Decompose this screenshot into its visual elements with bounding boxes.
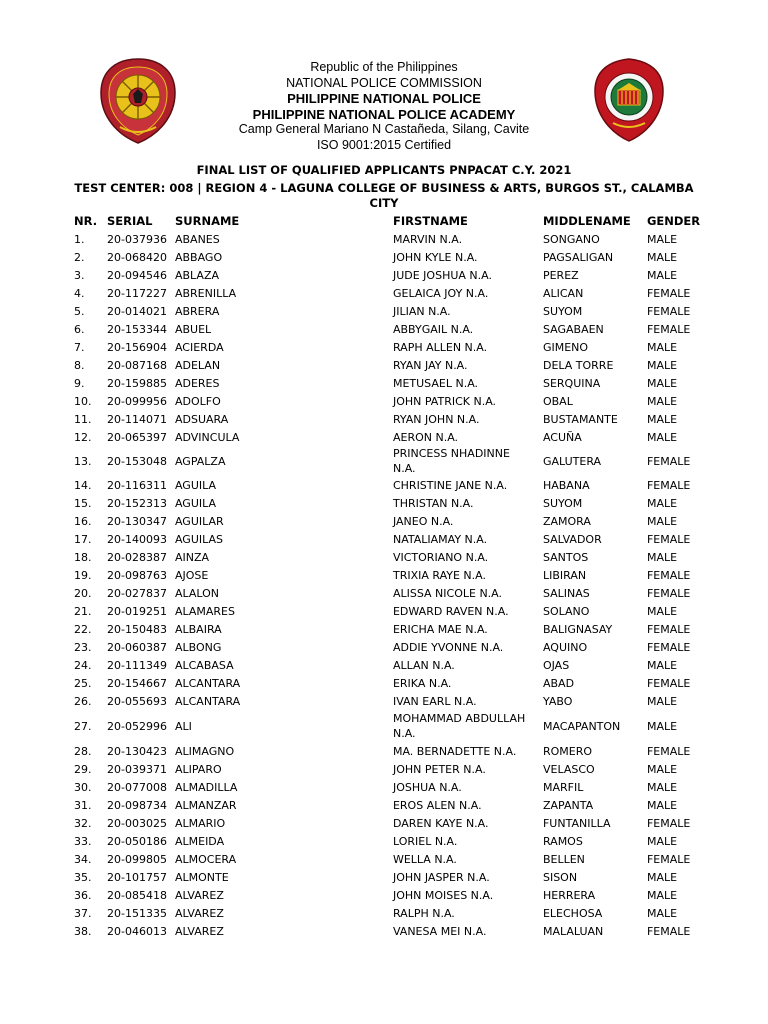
row-middlename: AQUINO <box>542 640 588 654</box>
row-surname: AJOSE <box>174 568 209 582</box>
row-middlename: SERQUINA <box>542 376 601 390</box>
row-surname: ABRERA <box>174 304 220 318</box>
row-nr: 15. <box>74 496 92 510</box>
letterhead-pnp: PHILIPPINE NATIONAL POLICE <box>287 91 481 106</box>
row-middlename: VELASCO <box>542 762 595 776</box>
row-serial: 20-153048 <box>107 454 167 468</box>
row-nr: 18. <box>74 550 92 564</box>
row-gender: FEMALE <box>646 586 691 600</box>
row-middlename: SISON <box>542 870 578 884</box>
row-nr: 4. <box>74 286 85 300</box>
row-nr: 14. <box>74 478 92 492</box>
row-surname: ADVINCULA <box>174 430 240 444</box>
row-nr: 5. <box>74 304 85 318</box>
row-serial: 20-098763 <box>107 568 167 582</box>
row-surname: ALIPARO <box>174 762 222 776</box>
row-serial: 20-153344 <box>107 322 167 336</box>
row-gender: FEMALE <box>646 322 691 336</box>
row-nr: 34. <box>74 852 92 866</box>
row-gender: FEMALE <box>646 478 691 492</box>
table-row <box>70 796 706 814</box>
row-surname: AGPALZA <box>174 454 226 468</box>
row-nr: 22. <box>74 622 92 636</box>
table-row <box>70 374 706 392</box>
row-firstname: VICTORIANO N.A. <box>392 550 489 564</box>
table-row <box>70 248 706 266</box>
row-gender: MALE <box>646 496 678 510</box>
row-nr: 19. <box>74 568 92 582</box>
row-middlename: DELA TORRE <box>542 358 614 372</box>
row-nr: 3. <box>74 268 85 282</box>
table-header-row <box>70 212 706 230</box>
row-firstname: EDWARD RAVEN N.A. <box>392 604 509 618</box>
row-middlename: OBAL <box>542 394 573 408</box>
table-row <box>70 512 706 530</box>
row-firstname: RYAN JOHN N.A. <box>392 412 480 426</box>
row-nr: 25. <box>74 676 92 690</box>
row-firstname: CHRISTINE JANE N.A. <box>392 478 508 492</box>
row-nr: 35. <box>74 870 92 884</box>
row-surname: ABRENILLA <box>174 286 237 300</box>
row-surname: ABANES <box>174 232 220 246</box>
table-row <box>70 850 706 868</box>
row-gender: MALE <box>646 906 678 920</box>
row-gender: MALE <box>646 358 678 372</box>
row-serial: 20-156904 <box>107 340 167 354</box>
row-nr: 30. <box>74 780 92 794</box>
row-serial: 20-077008 <box>107 780 167 794</box>
row-surname: ALCABASA <box>174 658 234 672</box>
row-serial: 20-099956 <box>107 394 167 408</box>
row-gender: MALE <box>646 888 678 902</box>
row-serial: 20-068420 <box>107 250 167 264</box>
row-serial: 20-050186 <box>107 834 167 848</box>
row-serial: 20-114071 <box>107 412 167 426</box>
row-nr: 27. <box>74 719 92 733</box>
row-firstname: JOHN MOISES N.A. <box>392 888 494 902</box>
row-middlename: MALALUAN <box>542 924 604 938</box>
letterhead-republic: Republic of the Philippines <box>310 60 458 74</box>
row-surname: ALMONTE <box>174 870 229 884</box>
table-row <box>70 602 706 620</box>
row-surname: ABLAZA <box>174 268 220 282</box>
row-nr: 28. <box>74 744 92 758</box>
row-firstname: ALLAN N.A. <box>392 658 455 672</box>
table-row <box>70 922 706 940</box>
row-gender: MALE <box>646 250 678 264</box>
table-row <box>70 886 706 904</box>
row-serial: 20-101757 <box>107 870 167 884</box>
table-row <box>70 710 706 742</box>
table-row <box>70 638 706 656</box>
row-surname: ALVAREZ <box>174 888 224 902</box>
row-serial: 20-003025 <box>107 816 167 830</box>
row-gender: MALE <box>646 514 678 528</box>
row-middlename: ZAPANTA <box>542 798 594 812</box>
row-firstname: DAREN KAYE N.A. <box>392 816 489 830</box>
row-middlename: ROMERO <box>542 744 593 758</box>
row-middlename: ELECHOSA <box>542 906 603 920</box>
table-row <box>70 742 706 760</box>
table-row <box>70 692 706 710</box>
row-surname: ACIERDA <box>174 340 224 354</box>
row-middlename: SUYOM <box>542 496 583 510</box>
row-middlename: BELLEN <box>542 852 585 866</box>
row-nr: 10. <box>74 394 92 408</box>
row-serial: 20-130347 <box>107 514 167 528</box>
table-row <box>70 832 706 850</box>
row-gender: FEMALE <box>646 744 691 758</box>
table-row <box>70 566 706 584</box>
row-firstname: MOHAMMAD ABDULLAH N.A. <box>392 712 526 740</box>
col-firstname: FIRSTNAME <box>392 214 468 228</box>
row-middlename: SALVADOR <box>542 532 602 546</box>
row-serial: 20-154667 <box>107 676 167 690</box>
row-nr: 38. <box>74 924 92 938</box>
row-serial: 20-117227 <box>107 286 167 300</box>
row-surname: ALVAREZ <box>174 906 224 920</box>
row-gender: MALE <box>646 412 678 426</box>
row-nr: 29. <box>74 762 92 776</box>
row-firstname: NATALIAMAY N.A. <box>392 532 488 546</box>
letterhead-iso: ISO 9001:2015 Certified <box>316 137 452 152</box>
row-middlename: RAMOS <box>542 834 583 848</box>
row-gender: MALE <box>646 394 678 408</box>
row-nr: 23. <box>74 640 92 654</box>
row-gender: MALE <box>646 430 678 444</box>
row-gender: MALE <box>646 268 678 282</box>
table-row <box>70 494 706 512</box>
row-firstname: IVAN EARL N.A. <box>392 694 477 708</box>
row-nr: 24. <box>74 658 92 672</box>
row-gender: FEMALE <box>646 454 691 468</box>
row-surname: ADERES <box>174 376 220 390</box>
row-serial: 20-046013 <box>107 924 167 938</box>
col-serial: SERIAL <box>107 214 153 228</box>
row-nr: 1. <box>74 232 85 246</box>
row-gender: MALE <box>646 550 678 564</box>
row-gender: MALE <box>646 834 678 848</box>
row-firstname: WELLA N.A. <box>392 852 457 866</box>
row-gender: FEMALE <box>646 304 691 318</box>
row-middlename: BALIGNASAY <box>542 622 613 636</box>
row-serial: 20-159885 <box>107 376 167 390</box>
row-firstname: GELAICA JOY N.A. <box>392 286 489 300</box>
table-row <box>70 338 706 356</box>
row-nr: 33. <box>74 834 92 848</box>
row-nr: 13. <box>74 454 92 468</box>
row-serial: 20-065397 <box>107 430 167 444</box>
row-surname: ALMOCERA <box>174 852 237 866</box>
row-middlename: SALINAS <box>542 586 590 600</box>
row-middlename: PAGSALIGAN <box>542 250 614 264</box>
row-firstname: JOHN KYLE N.A. <box>392 250 478 264</box>
row-nr: 11. <box>74 412 92 426</box>
row-nr: 12. <box>74 430 92 444</box>
row-firstname: METUSAEL N.A. <box>392 376 479 390</box>
document-subtitle: TEST CENTER: 008 | REGION 4 - LAGUNA COLLEGE OF BUSINESS & ARTS, BURGOS ST., CALAMBA CITY <box>74 181 694 210</box>
table-row <box>70 284 706 302</box>
col-surname: SURNAME <box>174 214 240 228</box>
table-row <box>70 356 706 374</box>
row-surname: AGUILAS <box>174 532 224 546</box>
row-middlename: SONGANO <box>542 232 600 246</box>
row-middlename: ALICAN <box>542 286 584 300</box>
row-nr: 37. <box>74 906 92 920</box>
letterhead-pnpa: PHILIPPINE NATIONAL POLICE ACADEMY <box>252 106 516 122</box>
row-surname: ADELAN <box>174 358 221 372</box>
row-firstname: AERON N.A. <box>392 430 459 444</box>
row-gender: MALE <box>646 719 678 733</box>
row-surname: ALBONG <box>174 640 222 654</box>
row-gender: MALE <box>646 780 678 794</box>
row-firstname: JOHN JASPER N.A. <box>392 870 490 884</box>
row-surname: ALMEIDA <box>174 834 225 848</box>
table-row <box>70 814 706 832</box>
row-nr: 26. <box>74 694 92 708</box>
row-surname: ALMANZAR <box>174 798 237 812</box>
row-nr: 9. <box>74 376 85 390</box>
col-nr: NR. <box>74 214 98 228</box>
row-gender: FEMALE <box>646 640 691 654</box>
row-surname: AGUILA <box>174 478 217 492</box>
row-serial: 20-037936 <box>107 232 167 246</box>
table-row <box>70 760 706 778</box>
row-serial: 20-094546 <box>107 268 167 282</box>
row-serial: 20-019251 <box>107 604 167 618</box>
row-middlename: OJAS <box>542 658 570 672</box>
row-gender: FEMALE <box>646 622 691 636</box>
row-middlename: LIBIRAN <box>542 568 587 582</box>
row-middlename: BUSTAMANTE <box>542 412 618 426</box>
row-gender: FEMALE <box>646 286 691 300</box>
document-title: FINAL LIST OF QUALIFIED APPLICANTS PNPACAT C.Y. 2021 <box>196 163 572 177</box>
row-serial: 20-052996 <box>107 719 167 733</box>
row-surname: ALMARIO <box>174 816 226 830</box>
row-middlename: GIMENO <box>542 340 589 354</box>
row-firstname: RAPH ALLEN N.A. <box>392 340 488 354</box>
row-firstname: MA. BERNADETTE N.A. <box>392 744 517 758</box>
table-row <box>70 476 706 494</box>
row-middlename: HABANA <box>542 478 590 492</box>
row-gender: FEMALE <box>646 816 691 830</box>
row-serial: 20-028387 <box>107 550 167 564</box>
row-firstname: JOSHUA N.A. <box>392 780 462 794</box>
col-gender: GENDER <box>646 214 701 228</box>
row-firstname: TRIXIA RAYE N.A. <box>392 568 486 582</box>
row-firstname: JOHN PETER N.A. <box>392 762 486 776</box>
row-surname: ALI <box>174 719 192 733</box>
table-row <box>70 674 706 692</box>
row-firstname: THRISTAN N.A. <box>392 496 474 510</box>
row-surname: ABBAGO <box>174 250 223 264</box>
table-body <box>70 230 706 940</box>
row-nr: 20. <box>74 586 92 600</box>
row-gender: MALE <box>646 232 678 246</box>
row-gender: MALE <box>646 604 678 618</box>
table-row <box>70 410 706 428</box>
row-serial: 20-014021 <box>107 304 167 318</box>
row-serial: 20-087168 <box>107 358 167 372</box>
row-surname: AGUILAR <box>174 514 224 528</box>
row-surname: ADOLFO <box>174 394 221 408</box>
row-serial: 20-140093 <box>107 532 167 546</box>
row-nr: 21. <box>74 604 92 618</box>
row-middlename: HERRERA <box>542 888 596 902</box>
row-middlename: SANTOS <box>542 550 589 564</box>
row-gender: MALE <box>646 658 678 672</box>
row-gender: MALE <box>646 762 678 776</box>
row-nr: 17. <box>74 532 92 546</box>
row-gender: FEMALE <box>646 924 691 938</box>
row-serial: 20-116311 <box>107 478 167 492</box>
row-middlename: ACUÑA <box>542 430 582 444</box>
row-firstname: JOHN PATRICK N.A. <box>392 394 497 408</box>
table-row <box>70 620 706 638</box>
row-firstname: MARVIN N.A. <box>392 232 463 246</box>
table-row <box>70 302 706 320</box>
applicants-table <box>70 212 706 940</box>
row-gender: FEMALE <box>646 532 691 546</box>
row-serial: 20-055693 <box>107 694 167 708</box>
row-middlename: SUYOM <box>542 304 583 318</box>
row-middlename: ZAMORA <box>542 514 591 528</box>
row-surname: ALALON <box>174 586 220 600</box>
row-nr: 36. <box>74 888 92 902</box>
row-serial: 20-085418 <box>107 888 167 902</box>
row-firstname: JILIAN N.A. <box>392 304 451 318</box>
row-surname: ALIMAGNO <box>174 744 235 758</box>
row-gender: MALE <box>646 870 678 884</box>
row-nr: 7. <box>74 340 85 354</box>
letterhead-address: Camp General Mariano N Castañeda, Silang, Cavite <box>238 122 530 136</box>
row-serial: 20-130423 <box>107 744 167 758</box>
row-firstname: ERIKA N.A. <box>392 676 452 690</box>
row-firstname: PRINCESS NHADINNE N.A. <box>392 447 510 475</box>
row-middlename: FUNTANILLA <box>542 816 611 830</box>
row-firstname: JUDE JOSHUA N.A. <box>392 268 492 282</box>
row-firstname: LORIEL N.A. <box>392 834 458 848</box>
row-nr: 31. <box>74 798 92 812</box>
row-gender: MALE <box>646 376 678 390</box>
row-serial: 20-060387 <box>107 640 167 654</box>
row-surname: ALCANTARA <box>174 676 241 690</box>
letterhead <box>0 60 768 153</box>
table-row <box>70 230 706 248</box>
table-row <box>70 584 706 602</box>
row-nr: 16. <box>74 514 92 528</box>
row-nr: 2. <box>74 250 85 264</box>
row-middlename: SOLANO <box>542 604 590 618</box>
row-surname: AGUILA <box>174 496 217 510</box>
table-row <box>70 266 706 284</box>
row-surname: ABUEL <box>174 322 212 336</box>
table-row <box>70 320 706 338</box>
row-surname: ALAMARES <box>174 604 235 618</box>
row-gender: MALE <box>646 340 678 354</box>
col-middlename: MIDDLENAME <box>542 214 631 228</box>
row-middlename: YABO <box>542 694 573 708</box>
table-row <box>70 428 706 446</box>
row-gender: MALE <box>646 694 678 708</box>
row-nr: 8. <box>74 358 85 372</box>
table-row <box>70 548 706 566</box>
row-surname: ALBAIRA <box>174 622 222 636</box>
row-firstname: RALPH N.A. <box>392 906 455 920</box>
row-nr: 32. <box>74 816 92 830</box>
row-serial: 20-152313 <box>107 496 167 510</box>
row-gender: FEMALE <box>646 568 691 582</box>
row-surname: ALCANTARA <box>174 694 241 708</box>
row-middlename: SAGABAEN <box>542 322 604 336</box>
table-row <box>70 446 706 476</box>
row-middlename: MACAPANTON <box>542 719 621 733</box>
row-surname: ALMADILLA <box>174 780 238 794</box>
row-serial: 20-027837 <box>107 586 167 600</box>
row-firstname: JANEO N.A. <box>392 514 454 528</box>
row-middlename: ABAD <box>542 676 575 690</box>
row-nr: 6. <box>74 322 85 336</box>
table-row <box>70 392 706 410</box>
row-surname: AINZA <box>174 550 210 564</box>
row-middlename: PEREZ <box>542 268 579 282</box>
row-gender: FEMALE <box>646 852 691 866</box>
letterhead-napolcom: NATIONAL POLICE COMMISSION <box>286 75 482 90</box>
table-row <box>70 868 706 886</box>
table-row <box>70 904 706 922</box>
table-row <box>70 778 706 796</box>
row-firstname: VANESA MEI N.A. <box>392 924 487 938</box>
row-firstname: ADDIE YVONNE N.A. <box>392 640 504 654</box>
row-middlename: GALUTERA <box>542 454 602 468</box>
row-middlename: MARFIL <box>542 780 584 794</box>
row-surname: ADSUARA <box>174 412 229 426</box>
row-serial: 20-039371 <box>107 762 167 776</box>
row-serial: 20-111349 <box>107 658 167 672</box>
row-firstname: EROS ALEN N.A. <box>392 798 482 812</box>
row-firstname: ALISSA NICOLE N.A. <box>392 586 502 600</box>
row-surname: ALVAREZ <box>174 924 224 938</box>
row-firstname: ERICHA MAE N.A. <box>392 622 488 636</box>
row-firstname: RYAN JAY N.A. <box>392 358 468 372</box>
row-firstname: ABBYGAIL N.A. <box>392 322 474 336</box>
row-serial: 20-151335 <box>107 906 167 920</box>
row-serial: 20-099805 <box>107 852 167 866</box>
row-serial: 20-150483 <box>107 622 167 636</box>
row-serial: 20-098734 <box>107 798 167 812</box>
table-row <box>70 656 706 674</box>
row-gender: FEMALE <box>646 676 691 690</box>
table-row <box>70 530 706 548</box>
row-gender: MALE <box>646 798 678 812</box>
